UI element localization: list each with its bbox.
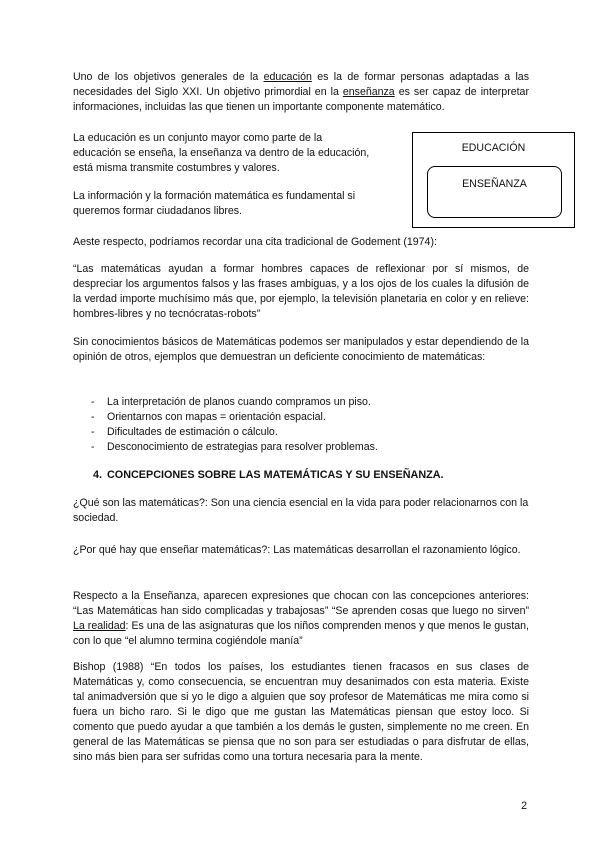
bishop-quote: Bishop (1988) “En todos los países, los estudiantes tienen fracasos en sus clases de Matemáticas y, como consecuencia, se encuentran muy desanimados con esta materia. Existe tal animadversión que si yo le digo a alguien que soy profesor de Matemáticas me mira como si fuera un bicho raro. Si le digo que me gustan las Matemáticas piensan que estoy loco. Si comento que puedo ayudar a que también a los demás le gusten, simplemente no me creen. En general de las Matemáticas se piensa que no son para ser estudiadas o para disfrutar de ellas, sino más bien para ser sufridas como una tortura necesaria para la mente. bbox=[73, 661, 529, 763]
underlined-ensenanza: enseñanza bbox=[342, 86, 395, 98]
intro-paragraph bbox=[73, 70, 529, 115]
intro-text-a: Uno de los objetivos generales de la bbox=[73, 71, 264, 83]
underlined-realidad: La realidad bbox=[73, 620, 126, 632]
list-item: - La interpretación de planos cuando compramos un piso. bbox=[73, 395, 529, 410]
section-heading bbox=[73, 468, 529, 483]
intro-text-c: es ser capaz de interpretar informaciones, incluidas las que tienen un importante componente matemático. bbox=[73, 86, 529, 113]
intro-text-b: es la de formar personas adaptadas a las necesidades del Siglo XXI. Un objetivo primordial en la bbox=[73, 71, 529, 98]
knowledge-paragraph: Sin conocimientos básicos de Matemáticas podemos ser manipulados y estar dependiendo de la opinión de otros, ejemplos que demuestran un deficiente conocimiento de matemáticas: bbox=[73, 336, 529, 363]
list-item: - Dificultades de estimación o cálculo. bbox=[73, 425, 529, 440]
list-item: - Desconocimiento de estrategias para resolver problemas. bbox=[73, 440, 529, 455]
examples-list bbox=[73, 395, 529, 455]
underlined-educacion: educación bbox=[263, 71, 312, 83]
teaching-text-b: : Es una de las asignaturas que los niños comprenden menos y que menos le gustan, con lo que “el alumno termina cogiéndole manía” bbox=[73, 620, 529, 647]
list-item: - Orientarnos con mapas = orientación espacial. bbox=[73, 410, 529, 425]
page-number: 2 bbox=[521, 800, 527, 812]
diagram-inner-label: ENSEÑANZA bbox=[462, 178, 527, 190]
section-title: CONCEPCIONES SOBRE LAS MATEMÁTICAS Y SU ENSEÑANZA. bbox=[107, 469, 444, 481]
diagram-inner-box bbox=[427, 166, 562, 218]
why-teach-paragraph: ¿Por qué hay que enseñar matemáticas?: Las matemáticas desarrollan el razonamiento lógico. bbox=[73, 544, 521, 556]
what-are-math-paragraph: ¿Qué son las matemáticas?: Son una ciencia esencial en la vida para poder relacionarnos con la sociedad. bbox=[73, 497, 529, 524]
section-number: 4. bbox=[93, 469, 103, 481]
teaching-text-a: Respecto a la Enseñanza, aparecen expresiones que chocan con las concepciones anteriores: “Las Matemáticas han sido complicadas y trabajosas” “Se aprenden cosas que luego no sirven” bbox=[73, 590, 529, 617]
godement-quote: “Las matemáticas ayudan a formar hombres capaces de reflexionar por sí mismos, de despreciar los argumentos falsos y las frases ambiguas, y a los ojos de los cuales la difusión de la verdad importe muchísimo más que, por ejemplo, la televisión planetaria en color y en relieve: hombres-libres y no tecnócratas-robots” bbox=[73, 263, 529, 320]
education-diagram bbox=[412, 132, 575, 228]
godement-intro: Aeste respecto, podríamos recordar una cita tradicional de Godement (1974): bbox=[73, 236, 437, 248]
diagram-outer-label: EDUCACIÓN bbox=[461, 142, 526, 154]
education-paragraph: La educación es un conjunto mayor como parte de la educación se enseña, la enseñanza va dentro de la educación, está misma transmite costumbres y valores. bbox=[73, 132, 370, 174]
information-paragraph: La información y la formación matemática es fundamental si queremos formar ciudadanos libres. bbox=[73, 190, 356, 217]
teaching-paragraph bbox=[73, 589, 529, 649]
